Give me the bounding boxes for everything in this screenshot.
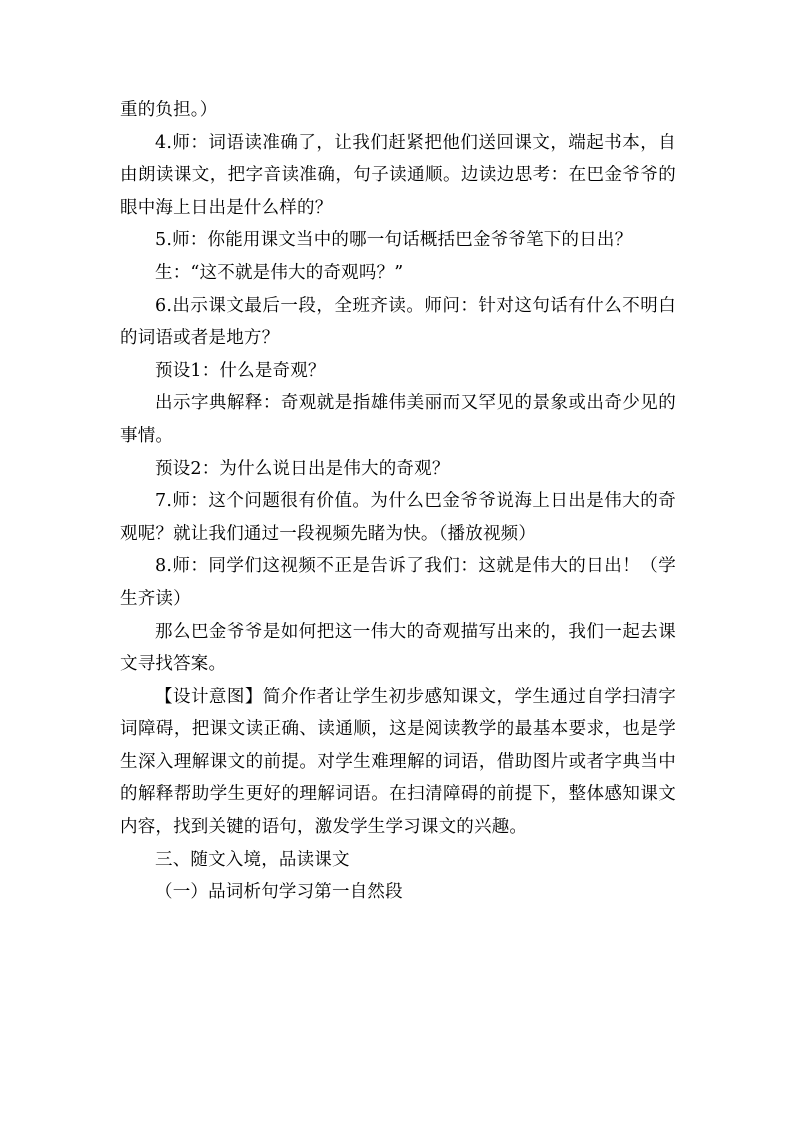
paragraph-1: 重的负担。） [120, 100, 218, 120]
paragraph-4: 生：“这不就是伟大的奇观吗？” [155, 262, 404, 283]
paragraph-6: 预设1：什么是奇观？ [155, 360, 326, 381]
paragraph-12: 【设计意图】简介作者让学生初步感知课文，学生通过自学扫清字词障碍，把课文读正确、读通顺，这是阅读教学的最基本要求，也是学生深入理解课文的前提。对学生难理解的词语，借助图片或者字典当中的解释帮助学生更好的理解词语。在扫清障碍的前提下，整体感知课文内容，找到关键的语句，激发学生学习课文的兴趣。 [120, 686, 676, 838]
paragraph-14: （一）品词析句学习第一自然段 [155, 882, 403, 903]
paragraph-11: 那么巴金爷爷是如何把这一伟大的奇观描写出来的，我们一起去课文寻找答案。 [120, 621, 676, 675]
document-body [120, 94, 676, 909]
paragraph-13: 三、随文入境，品读课文 [155, 849, 350, 870]
paragraph-8: 预设2：为什么说日出是伟大的奇观？ [155, 458, 450, 479]
paragraph-10: 8.师：同学们这视频不正是告诉了我们：这就是伟大的日出！（学生齐读） [120, 556, 676, 609]
paragraph-3: 5.师：你能用课文当中的哪一句话概括巴金爷爷笔下的日出？ [155, 230, 633, 251]
paragraph-5: 6.出示课文最后一段，全班齐读。师问：针对这句话有什么不明白的词语或者是地方？ [120, 295, 676, 349]
paragraph-2: 4.师：词语读准确了，让我们赶紧把他们送回课文，端起书本，自由朗读课文，把字音读准确，句子读通顺。边读边思考：在巴金爷爷的眼中海上日出是什么样的？ [120, 132, 676, 218]
paragraph-9: 7.师：这个问题很有价值。为什么巴金爷爷说海上日出是伟大的奇观呢？就让我们通过一段视频先睹为快。（播放视频） [120, 491, 676, 544]
paragraph-7: 出示字典解释：奇观就是指雄伟美丽而又罕见的景象或出奇少见的事情。 [120, 393, 676, 446]
